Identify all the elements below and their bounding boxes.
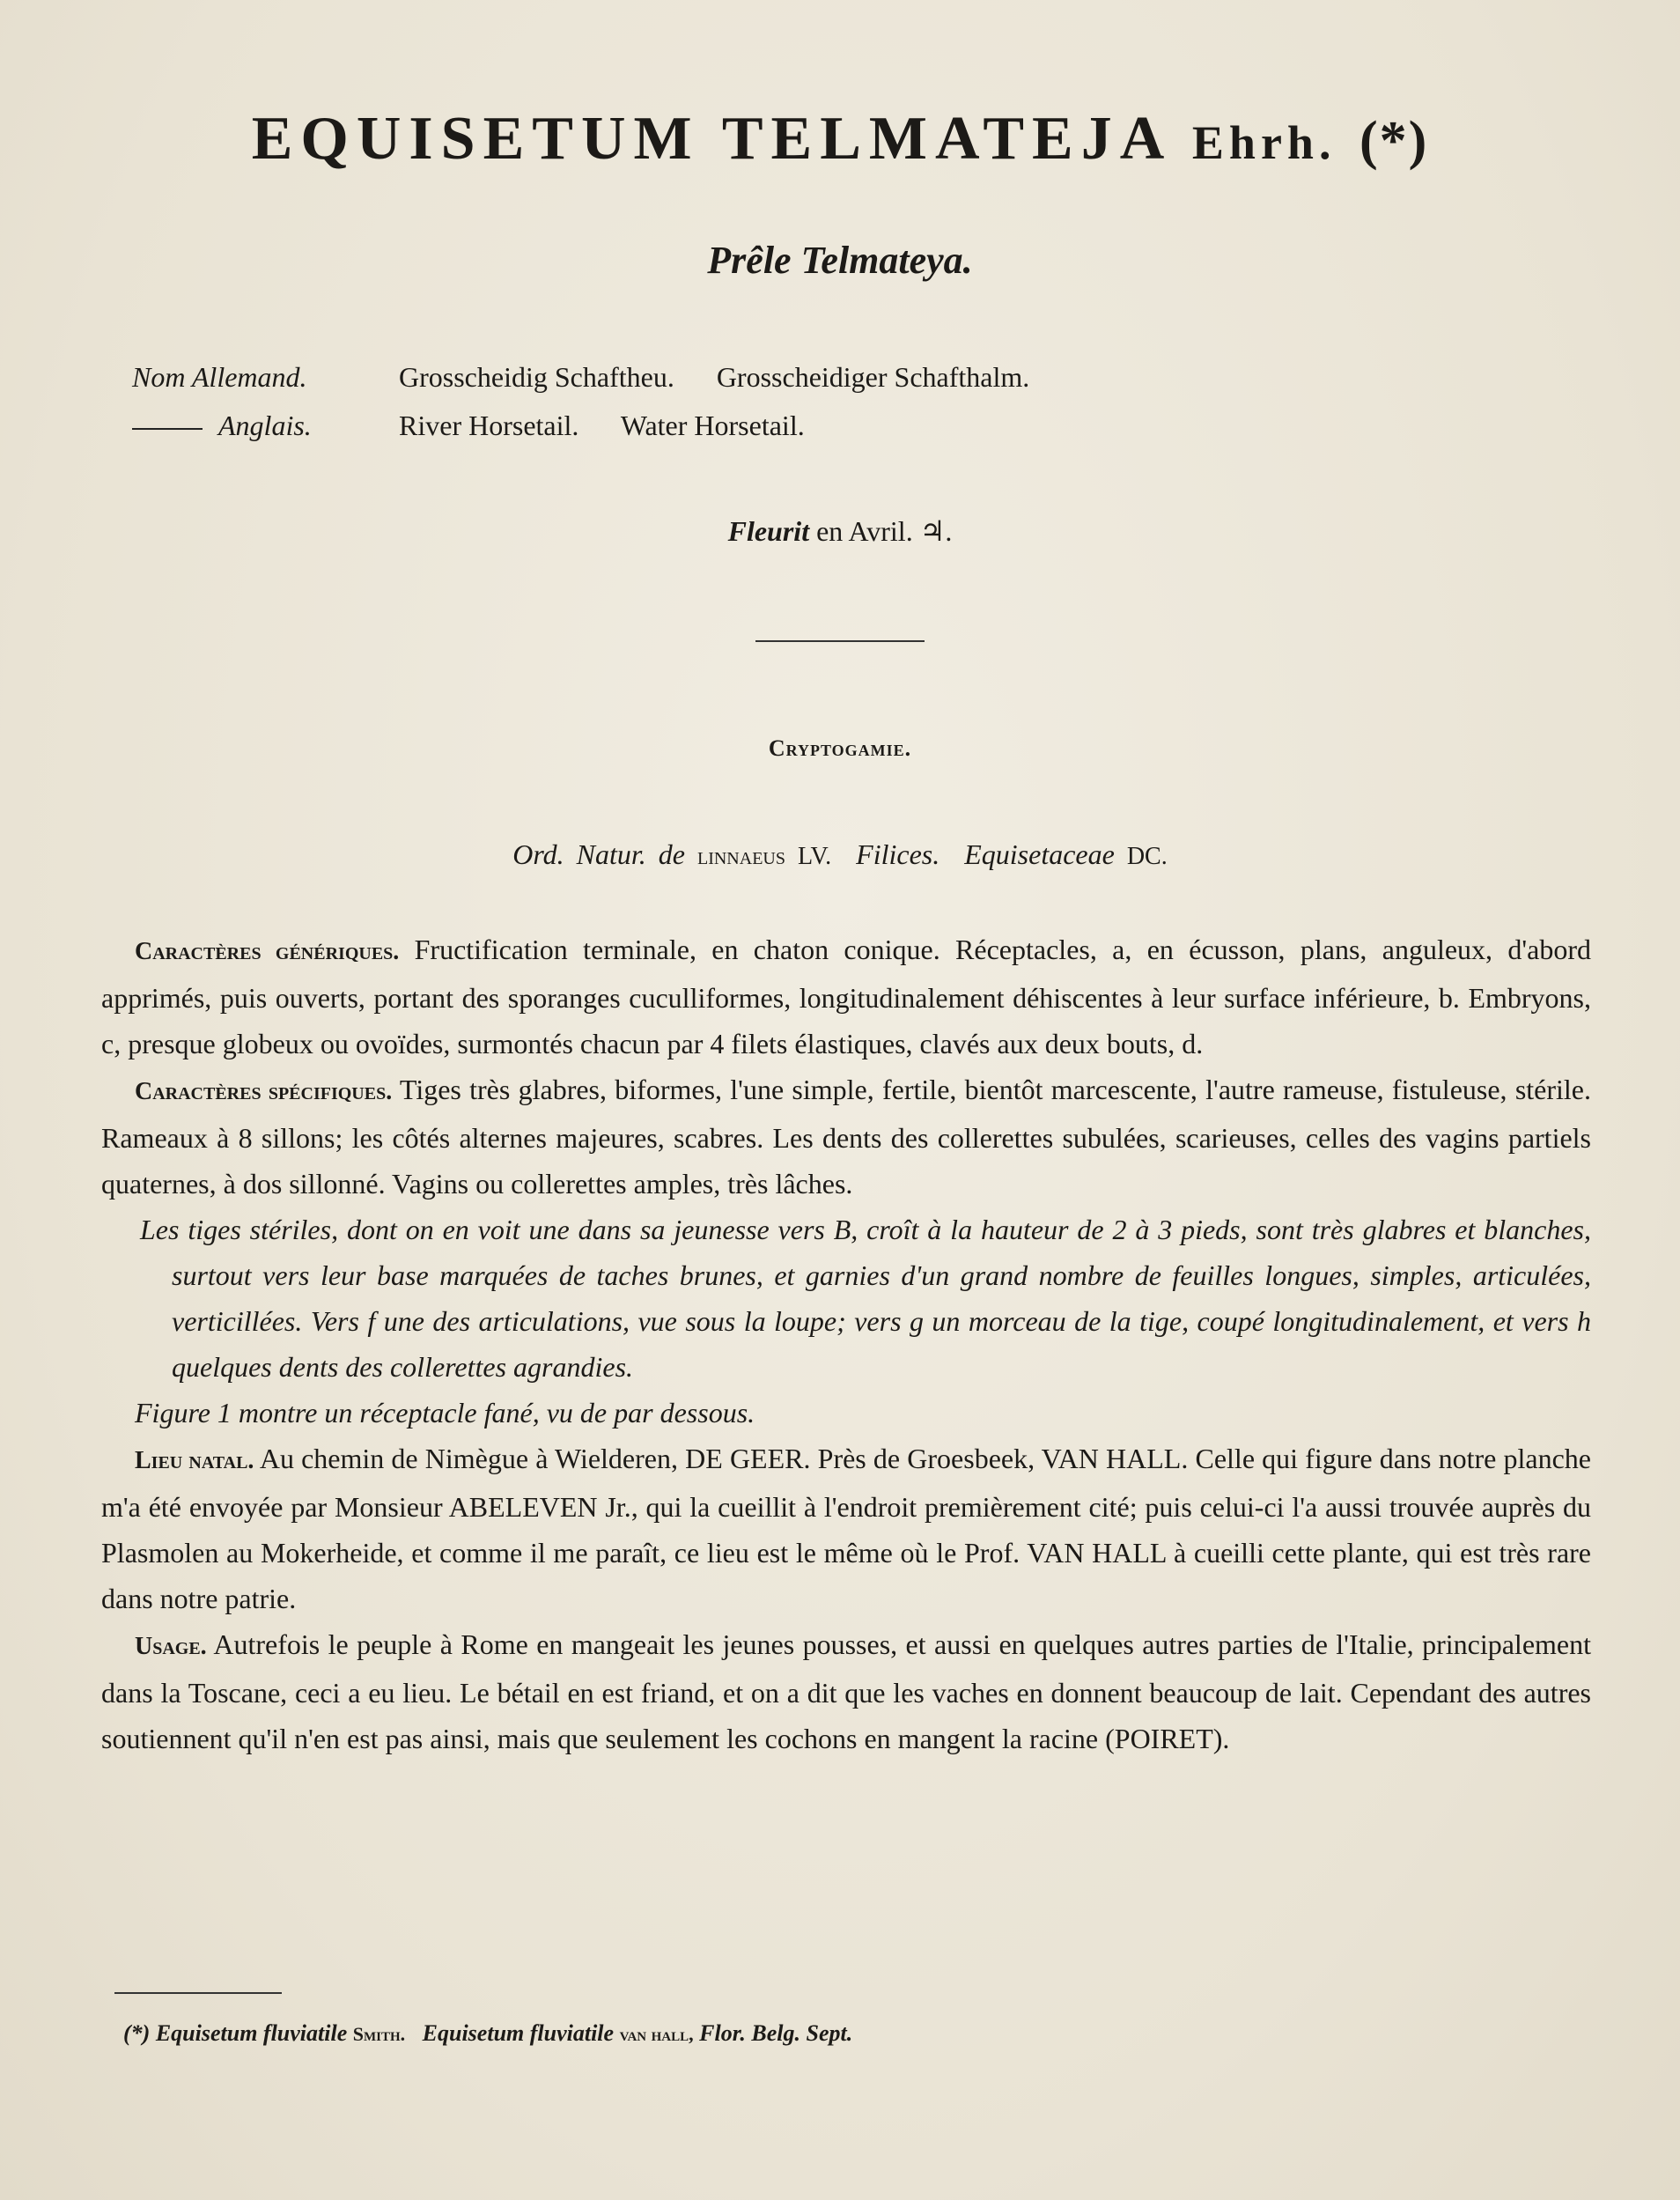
footnote-author-vanhall: van hall,: [619, 2023, 694, 2045]
ornamental-divider: [755, 640, 925, 642]
classification-heading: Cryptogamie.: [768, 735, 912, 761]
footnote-reference: Flor. Belg. Sept.: [699, 2020, 853, 2046]
footnote-mark: (*): [123, 2020, 151, 2046]
figure-note: Figure 1 montre un réceptacle fané, vu de par dessous.: [135, 1397, 755, 1429]
title-author: Ehrh.: [1191, 116, 1337, 169]
perennial-symbol: ♃.: [919, 515, 953, 547]
habitat-text: Au chemin de Nimègue à Wielderen, DE GEER. Près de Groesbeek, VAN HALL. Celle qui figure dans notre planche m'a été envoyée par Monsieur ABELEVEN Jr., qui la cueillit à l'endroit premièrement cité; puis celui-ci l'a aussi trouvée auprès du Plasmolen au Mokerheide, et comme il me paraît, ce lieu est le même où le Prof. VAN HALL à cueilli cette plante, qui est très rare dans notre patrie.: [101, 1443, 1591, 1614]
ditto-dash: [132, 428, 203, 430]
english-names-row: [132, 410, 805, 442]
order-number: LV.: [797, 843, 832, 870]
common-name: Prêle Telmateya.: [707, 239, 973, 282]
description-body: [101, 927, 1591, 1761]
footnote-synonym-2: Equisetum fluviatile: [422, 2020, 615, 2046]
german-name-1: Grosscheidig Schaftheu.: [399, 361, 674, 393]
footnote-synonym-1: Equisetum fluviatile: [155, 2020, 348, 2046]
page-title: [0, 104, 1680, 174]
flowering-line: [0, 514, 1680, 548]
order-filices: Filices.: [856, 838, 940, 870]
usage-heading: Usage.: [135, 1633, 207, 1660]
order-prefix: Ord. Natur. de: [512, 838, 685, 870]
natural-order-line: [0, 838, 1680, 871]
german-names-row: [132, 361, 1029, 394]
order-dc: DC.: [1126, 843, 1168, 870]
usage-section: [101, 1621, 1591, 1761]
usage-text: Autrefois le peuple à Rome en mangeait les jeunes pousses, et aussi en quelques autres parties de l'Italie, principalement dans la Toscane, ceci a eu lieu. Le bétail en est friand, et on a dit que les vaches en donnent beaucoup de lait. Cependant des autres soutiennent qu'il n'en est pas ainsi, mais que seulement les cochons en mangent la racine (POIRET).: [101, 1628, 1592, 1754]
generic-characters: [101, 927, 1591, 1067]
english-name-2: Water Horsetail.: [620, 410, 805, 441]
german-label: Nom Allemand.: [132, 361, 307, 393]
english-label: Anglais.: [218, 410, 312, 441]
title-footnote-mark: (*): [1359, 111, 1429, 171]
order-family: Equisetaceae: [964, 838, 1115, 870]
title-main: EQUISETUM TELMATEJA: [251, 105, 1169, 173]
generic-heading: Caractères génériques.: [135, 938, 400, 965]
german-name-2: Grosscheidiger Schafthalm.: [716, 361, 1030, 393]
specific-characters: [101, 1067, 1591, 1207]
footnote-rule: [114, 1992, 282, 1994]
footnote-author-smith: Smith.: [352, 2023, 406, 2045]
footnote: [123, 2020, 852, 2047]
english-name-1: River Horsetail.: [399, 410, 579, 441]
specific-heading: Caractères spécifiques.: [135, 1078, 393, 1105]
habitat-heading: Lieu natal.: [135, 1447, 254, 1474]
specific-text: Tiges très glabres, biformes, l'une simple, fertile, bientôt marcescente, l'autre rameuse, fistuleuse, stérile. Rameaux à 8 sillons; les côtés alternes majeures, scabres. Les dents des collerettes subulées, scarieuses, celles des vagins partiels quaternes, à dos sillonné. Vagins ou collerettes amples, très lâches.: [101, 1074, 1592, 1200]
linnaeus-name: linnaeus: [696, 843, 785, 870]
habitat-section: [101, 1436, 1591, 1621]
generic-text: Fructification terminale, en chaton conique. Réceptacles, a, en écusson, plans, anguleux, d'abord apprimés, puis ouverts, portant des sporanges cuculliformes, longitudinalement déhiscentes à leur surface inférieure, b. Embryons, c, presque globeux ou ovoïdes, surmontés chacun par 4 filets élastiques, clavés aux deux bouts, d.: [101, 934, 1591, 1059]
flowering-verb: Fleurit: [727, 515, 810, 547]
plate-description: Les tiges stériles, dont on en voit une dans sa jeunesse vers B, croît à la hauteur de 2 à 3 pieds, sont très glabres et blanches, surtout vers leur base marquées de taches brunes, et garnies d'un grand nombre de feuilles longues, simples, articulées, verticillées. Vers f une des articulations, vue sous la loupe; vers g un morceau de la tige, coupé longitudinalement, et vers h quelques dents des collerettes agrandies.: [140, 1214, 1591, 1383]
flowering-text: en Avril.: [816, 515, 913, 547]
